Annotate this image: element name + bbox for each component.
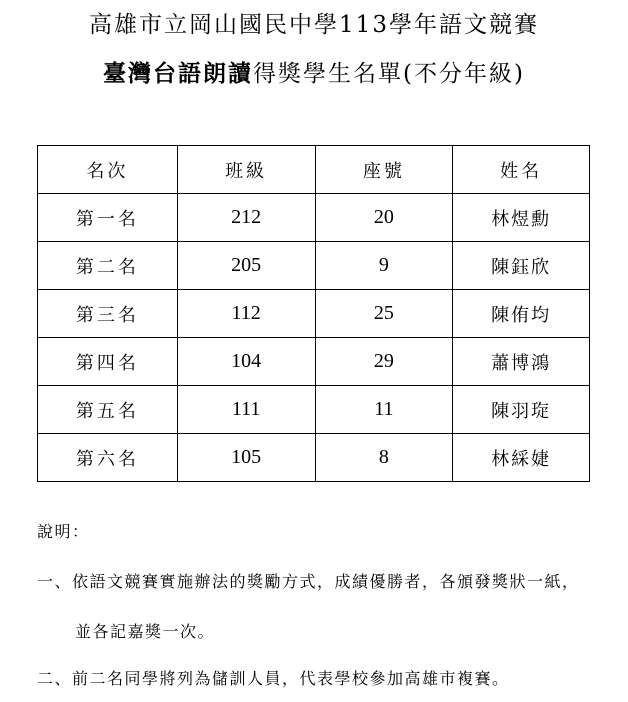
cell-rank: 第六名 xyxy=(38,434,178,482)
column-header-class: 班級 xyxy=(177,146,315,194)
cell-seat: 29 xyxy=(315,338,453,386)
table-row xyxy=(38,338,590,386)
column-header-name: 姓名 xyxy=(453,146,590,194)
table-row xyxy=(38,290,590,338)
cell-class: 105 xyxy=(177,434,315,482)
table-row xyxy=(38,194,590,242)
cell-seat: 8 xyxy=(315,434,453,482)
note-item-1-continuation: 並各記嘉獎一次。 xyxy=(75,622,216,641)
cell-name: 林煜勳 xyxy=(453,194,590,242)
table-header-row xyxy=(38,146,590,194)
cell-class: 212 xyxy=(177,194,315,242)
cell-rank: 第四名 xyxy=(38,338,178,386)
note-item-2: 二、前二名同學將列為儲訓人員，代表學校參加高雄市複賽。 xyxy=(37,669,510,688)
cell-rank: 第一名 xyxy=(38,194,178,242)
cell-name: 蕭博鴻 xyxy=(453,338,590,386)
note-item-1: 一、依語文競賽實施辦法的獎勵方式，成績優勝者，各頒發獎狀一紙， xyxy=(37,572,580,591)
cell-name: 陳侑均 xyxy=(453,290,590,338)
cell-seat: 25 xyxy=(315,290,453,338)
cell-class: 205 xyxy=(177,242,315,290)
cell-seat: 11 xyxy=(315,386,453,434)
column-header-rank: 名次 xyxy=(38,146,178,194)
cell-name: 陳鈺欣 xyxy=(453,242,590,290)
document-subtitle xyxy=(0,57,628,91)
table-row xyxy=(38,386,590,434)
table-row xyxy=(38,242,590,290)
table-row xyxy=(38,434,590,482)
cell-rank: 第三名 xyxy=(38,290,178,338)
notes-heading: 說明： xyxy=(37,522,90,541)
subtitle-description: 得獎學生名單(不分年級) xyxy=(253,61,525,87)
cell-class: 112 xyxy=(177,290,315,338)
cell-rank: 第五名 xyxy=(38,386,178,434)
cell-seat: 20 xyxy=(315,194,453,242)
document-title: 高雄市立岡山國民中學113學年語文競賽 xyxy=(89,12,539,38)
cell-name: 林綵婕 xyxy=(453,434,590,482)
award-table xyxy=(37,145,590,482)
cell-class: 111 xyxy=(177,386,315,434)
cell-rank: 第二名 xyxy=(38,242,178,290)
cell-class: 104 xyxy=(177,338,315,386)
cell-name: 陳羽琁 xyxy=(453,386,590,434)
subtitle-category: 臺灣台語朗讀 xyxy=(103,60,254,87)
column-header-seat: 座號 xyxy=(315,146,453,194)
cell-seat: 9 xyxy=(315,242,453,290)
